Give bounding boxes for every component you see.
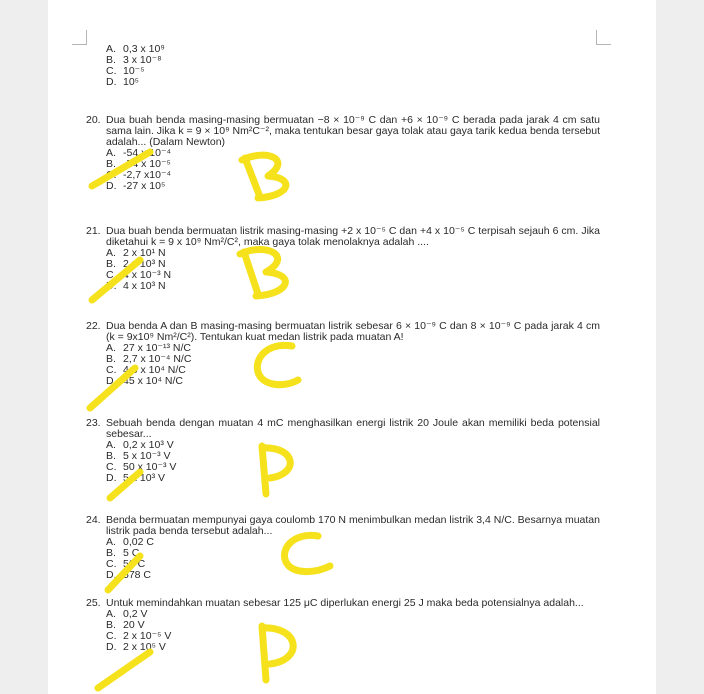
crop-mark-right — [596, 30, 611, 45]
options-top — [48, 44, 656, 88]
question-text: Sebuah benda dengan muatan 4 mC menghasilkan energi listrik 20 Joule akan memiliki beda potensial sebesar... — [106, 417, 600, 440]
option-row: D. 5 x 10³ V — [106, 472, 166, 484]
question-24: 24. Benda bermuatan mempunyai gaya coulomb 170 N menimbulkan medan listrik 3,4 N/C. Besarnya muatan listrik pada benda tersebut adalah... A. 0,02 C B. 5 C C. 50 C D. 578 C — [48, 515, 656, 581]
option-row: D. 10⁵ — [106, 76, 140, 88]
question-text: Dua benda A dan B masing-masing bermuatan listrik sebesar 6 × 10⁻⁹ C dan 8 × 10⁻⁹ C pada jarak 4 cm (k = 9x10⁹ Nm²/C²). Tentukan kuat medan listrik pada muatan A! — [106, 320, 600, 343]
option-row: C. 10⁻⁵ — [106, 65, 145, 77]
option-row: B. 2 x 10³ N — [106, 258, 166, 270]
question-22: 22. Dua benda A dan B masing-masing bermuatan listrik sebesar 6 × 10⁻⁹ C dan 8 × 10⁻⁹ C pada jarak 4 cm (k = 9x10⁹ Nm²/C²). Tentukan kuat medan listrik pada muatan A! A. 27 x 10⁻¹³ N/C B. 2,7 x 10⁻⁴ N/C C. 4,5 x 10⁴ N/C D. 45 x 10⁴ N/C — [48, 321, 656, 387]
option-row: B. 5 x 10⁻³ V — [106, 450, 171, 462]
question-text: Benda bermuatan mempunyai gaya coulomb 170 N menimbulkan medan listrik 3,4 N/C. Besarnya muatan listrik pada benda tersebut adalah... — [106, 514, 600, 537]
crop-mark-left — [72, 30, 87, 45]
option-row: D. 2 x 10⁵ V — [106, 641, 166, 653]
option-row: A. 0,3 x 10⁹ — [106, 43, 165, 55]
option-row: A. 0,02 C — [106, 536, 154, 548]
question-23: 23. Sebuah benda dengan muatan 4 mC menghasilkan energi listrik 20 Joule akan memiliki beda potensial sebesar... A. 0,2 x 10³ V B. 5 x 10⁻³ V C. 50 x 10⁻³ V D. 5 x 10³ V — [48, 418, 656, 484]
question-text: Untuk memindahkan muatan sebesar 125 μC diperlukan energi 25 J maka beda potensialnya adalah... — [106, 597, 584, 609]
option-row: D. -27 x 10⁵ — [106, 180, 166, 192]
option-row: C. 50 x 10⁻³ V — [106, 461, 177, 473]
option-row: B. -54 x 10⁻⁵ — [106, 158, 171, 170]
document-page — [48, 0, 656, 694]
option-row: B. 2,7 x 10⁻⁴ N/C — [106, 353, 192, 365]
option-row: B. 3 x 10⁻⁸ — [106, 54, 162, 66]
option-row: D. 4 x 10³ N — [106, 280, 166, 292]
option-row: A. -54 x 10⁻⁴ — [106, 147, 171, 159]
option-row: A. 27 x 10⁻¹³ N/C — [106, 342, 191, 354]
option-row: C. 50 C — [106, 558, 146, 570]
question-20: 20. Dua buah benda masing-masing bermuatan −8 × 10⁻⁹ C dan +6 × 10⁻⁹ C berada pada jarak 4 cm satu sama lain. Jika k = 9 × 10⁹ Nm²C⁻², maka tentukan besar gaya tolak atau gaya tarik kedua benda tersebut adalah... (Dalam Newton) A. -54 x 10⁻⁴ B. -54 x 10⁻⁵ C. -2,7 x10⁻⁴ D. -27 x 10⁵ — [48, 115, 656, 192]
option-row: C. 4,5 x 10⁴ N/C — [106, 364, 186, 376]
option-row: B. 20 V — [106, 619, 145, 631]
question-25: 25. Untuk memindahkan muatan sebesar 125 μC diperlukan energi 25 J maka beda potensialnya adalah... A. 0,2 V B. 20 V C. 2 x 10⁻⁵ V D. 2 x 10⁵ V — [48, 598, 656, 653]
question-text: Dua buah benda bermuatan listrik masing-masing +2 x 10⁻⁵ C dan +4 x 10⁻⁵ C terpisah sejauh 6 cm. Jika diketahui k = 9 x 10⁹ Nm²/C², maka gaya tolak menolaknya adalah .... — [106, 225, 600, 248]
option-row: A. 0,2 V — [106, 608, 148, 620]
option-row: D. 45 x 10⁴ N/C — [106, 375, 183, 387]
option-row: B. 5 C — [106, 547, 140, 559]
option-row: A. 0,2 x 10³ V — [106, 439, 174, 451]
option-row: C. 2 x 10⁻⁵ V — [106, 630, 172, 642]
option-row: C. -2,7 x10⁻⁴ — [106, 169, 171, 181]
question-21: 21. Dua buah benda bermuatan listrik masing-masing +2 x 10⁻⁵ C dan +4 x 10⁻⁵ C terpisah sejauh 6 cm. Jika diketahui k = 9 x 10⁹ Nm²/C², maka gaya tolak menolaknya adalah .... A. 2 x 10¹ N B. 2 x 10³ N C. 4 x 10⁻³ N D. 4 x 10³ N — [48, 226, 656, 292]
option-row: A. 2 x 10¹ N — [106, 247, 166, 259]
question-text: Dua buah benda masing-masing bermuatan −8 × 10⁻⁹ C dan +6 × 10⁻⁹ C berada pada jarak 4 cm satu sama lain. Jika k = 9 × 10⁹ Nm²C⁻², maka tentukan besar gaya tolak atau gaya tarik kedua benda tersebut adalah... (Dalam Newton) — [106, 114, 600, 148]
option-row: C. 4 x 10⁻³ N — [106, 269, 172, 281]
option-row: D. 578 C — [106, 569, 152, 581]
